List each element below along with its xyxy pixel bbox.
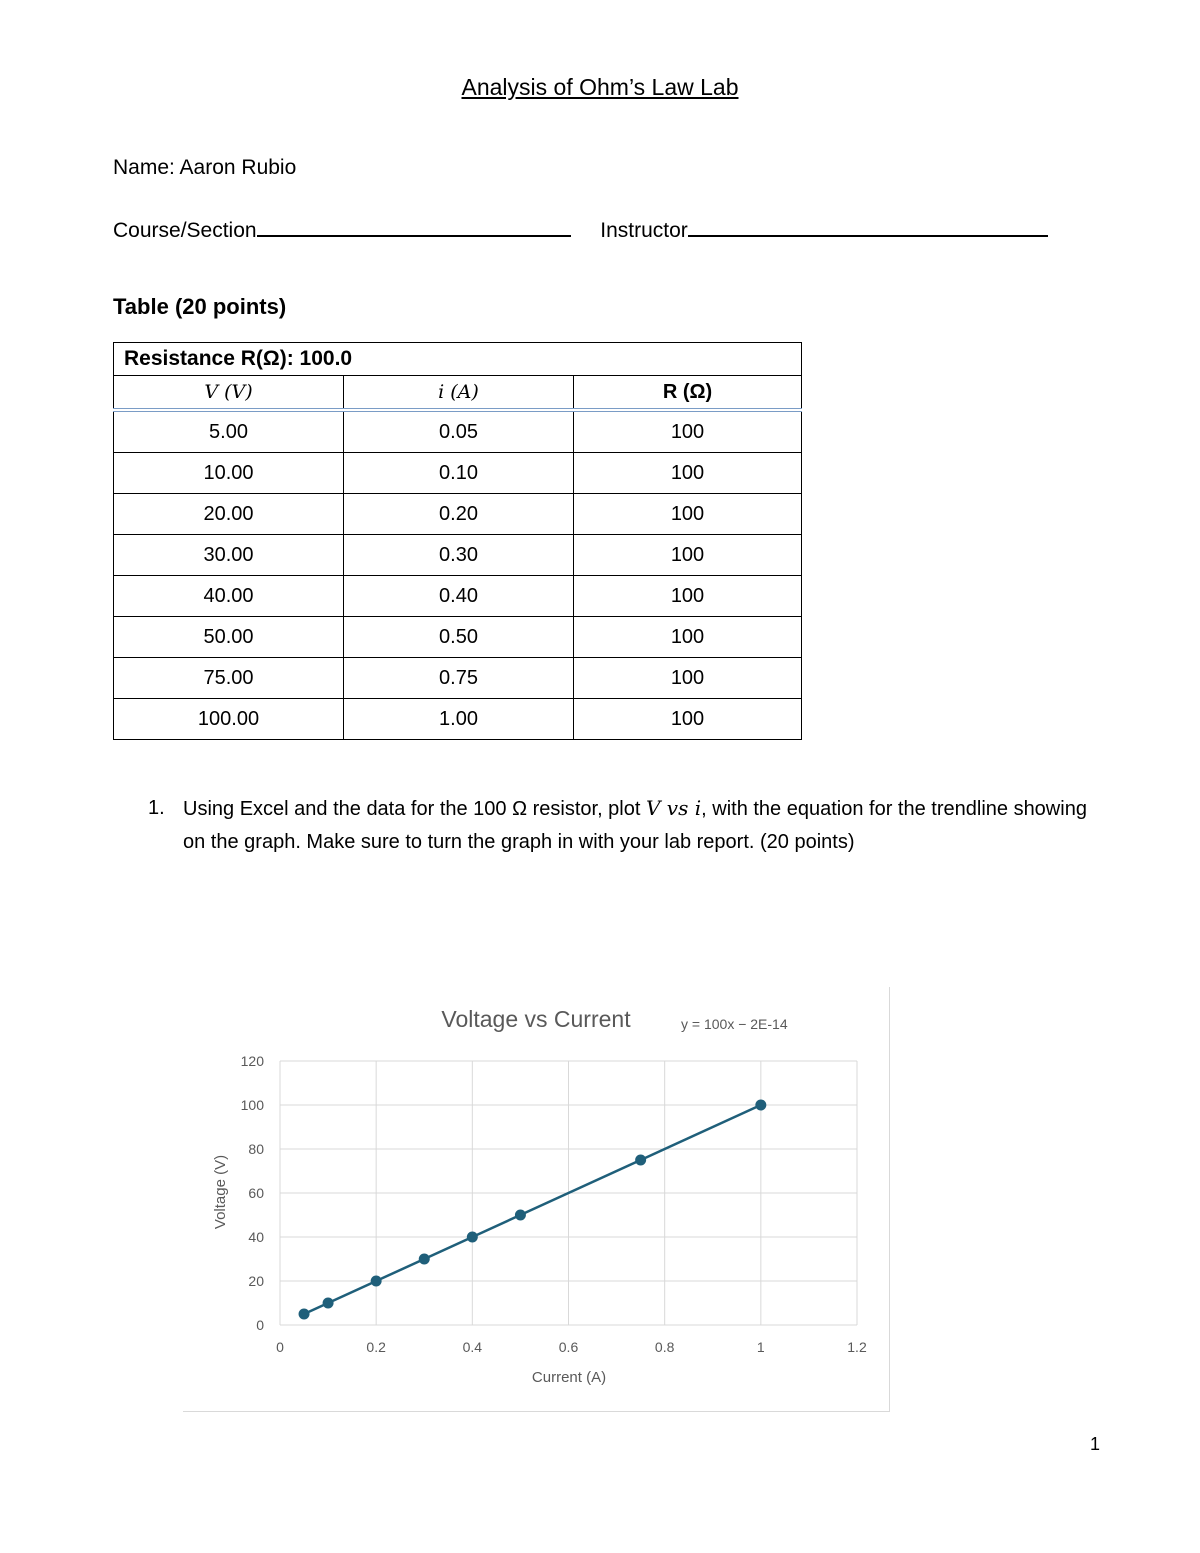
table-row [114, 494, 802, 535]
y-tick-label: 100 [240, 1097, 264, 1113]
cell-current: 0.10 [344, 453, 574, 494]
table-row [114, 576, 802, 617]
data-point [515, 1210, 526, 1221]
cell-current: 0.30 [344, 535, 574, 576]
ohms-law-table [113, 342, 802, 740]
cell-current: 1.00 [344, 699, 574, 740]
cell-voltage: 10.00 [114, 453, 344, 494]
data-point [635, 1155, 646, 1166]
cell-resistance: 100 [574, 658, 802, 699]
y-tick-label: 40 [248, 1229, 264, 1245]
question-text: Using Excel and the data for the 100 Ω resistor, plot V vs i, with the equation for the trendline showing on the graph. Make sure to turn the graph in with your lab report. (20 points) [183, 796, 1087, 853]
col-header-voltage: V (V) [114, 376, 344, 411]
cell-voltage: 75.00 [114, 658, 344, 699]
cell-resistance: 100 [574, 576, 802, 617]
y-tick-label: 20 [248, 1273, 264, 1289]
x-axis-label: Current (A) [531, 1369, 607, 1386]
cell-voltage: 100.00 [114, 699, 344, 740]
x-tick-label: 1 [756, 1339, 765, 1355]
table-row [114, 617, 802, 658]
cell-voltage: 30.00 [114, 535, 344, 576]
cell-voltage: 50.00 [114, 617, 344, 658]
cell-current: 0.05 [344, 410, 574, 453]
cell-voltage: 40.00 [114, 576, 344, 617]
cell-current: 0.20 [344, 494, 574, 535]
voltage-current-chart [183, 987, 889, 1411]
student-name: Name: Aaron Rubio [113, 156, 297, 179]
course-instructor-row [113, 216, 1048, 243]
question-number: 1. [148, 797, 165, 819]
data-point [299, 1309, 310, 1320]
cell-resistance: 100 [574, 453, 802, 494]
x-tick-label: 0.4 [462, 1339, 483, 1355]
col-header-resistance: R (Ω) [574, 376, 802, 411]
cell-current: 0.40 [344, 576, 574, 617]
trendline-equation: y = 100x − 2E-14 [681, 1016, 788, 1032]
instructor-blank[interactable] [688, 216, 1048, 237]
cell-resistance: 100 [574, 535, 802, 576]
chart-frame [183, 987, 890, 1412]
table-row [114, 658, 802, 699]
table-row [114, 410, 802, 453]
cell-current: 0.50 [344, 617, 574, 658]
cell-voltage: 5.00 [114, 410, 344, 453]
cell-voltage: 20.00 [114, 494, 344, 535]
y-tick-label: 0 [256, 1317, 264, 1333]
table-row [114, 535, 802, 576]
x-tick-label: 0.6 [558, 1339, 579, 1355]
table-row [114, 699, 802, 740]
chart-title: Voltage vs Current [441, 1006, 631, 1032]
y-axis-label: Voltage (V) [212, 1154, 229, 1230]
page-number: 1 [1090, 1434, 1101, 1454]
document-title: Analysis of Ohm’s Law Lab [461, 74, 739, 100]
cell-resistance: 100 [574, 494, 802, 535]
data-point [467, 1232, 478, 1243]
cell-resistance: 100 [574, 617, 802, 658]
data-point [419, 1254, 430, 1265]
data-point [755, 1100, 766, 1111]
cell-resistance: 100 [574, 699, 802, 740]
table-heading: Table (20 points) [113, 294, 287, 319]
cell-resistance: 100 [574, 410, 802, 453]
course-section-blank[interactable] [257, 216, 571, 237]
x-tick-label: 0 [276, 1339, 284, 1355]
col-header-current: i (A) [344, 376, 574, 411]
x-tick-label: 1.2 [847, 1339, 867, 1355]
y-tick-labels [241, 1053, 265, 1333]
resistance-header: Resistance R(Ω): 100.0 [114, 343, 802, 376]
y-tick-label: 80 [248, 1141, 264, 1157]
y-tick-label: 120 [240, 1053, 264, 1069]
x-tick-label: 0.8 [654, 1339, 675, 1355]
data-point [323, 1298, 334, 1309]
y-tick-label: 60 [248, 1185, 264, 1201]
instructor-label: Instructor [600, 219, 688, 242]
x-tick-labels [276, 1339, 867, 1355]
data-point [371, 1276, 382, 1287]
x-tick-label: 0.2 [366, 1339, 386, 1355]
table-row [114, 453, 802, 494]
course-section-label: Course/Section [113, 219, 257, 242]
cell-current: 0.75 [344, 658, 574, 699]
